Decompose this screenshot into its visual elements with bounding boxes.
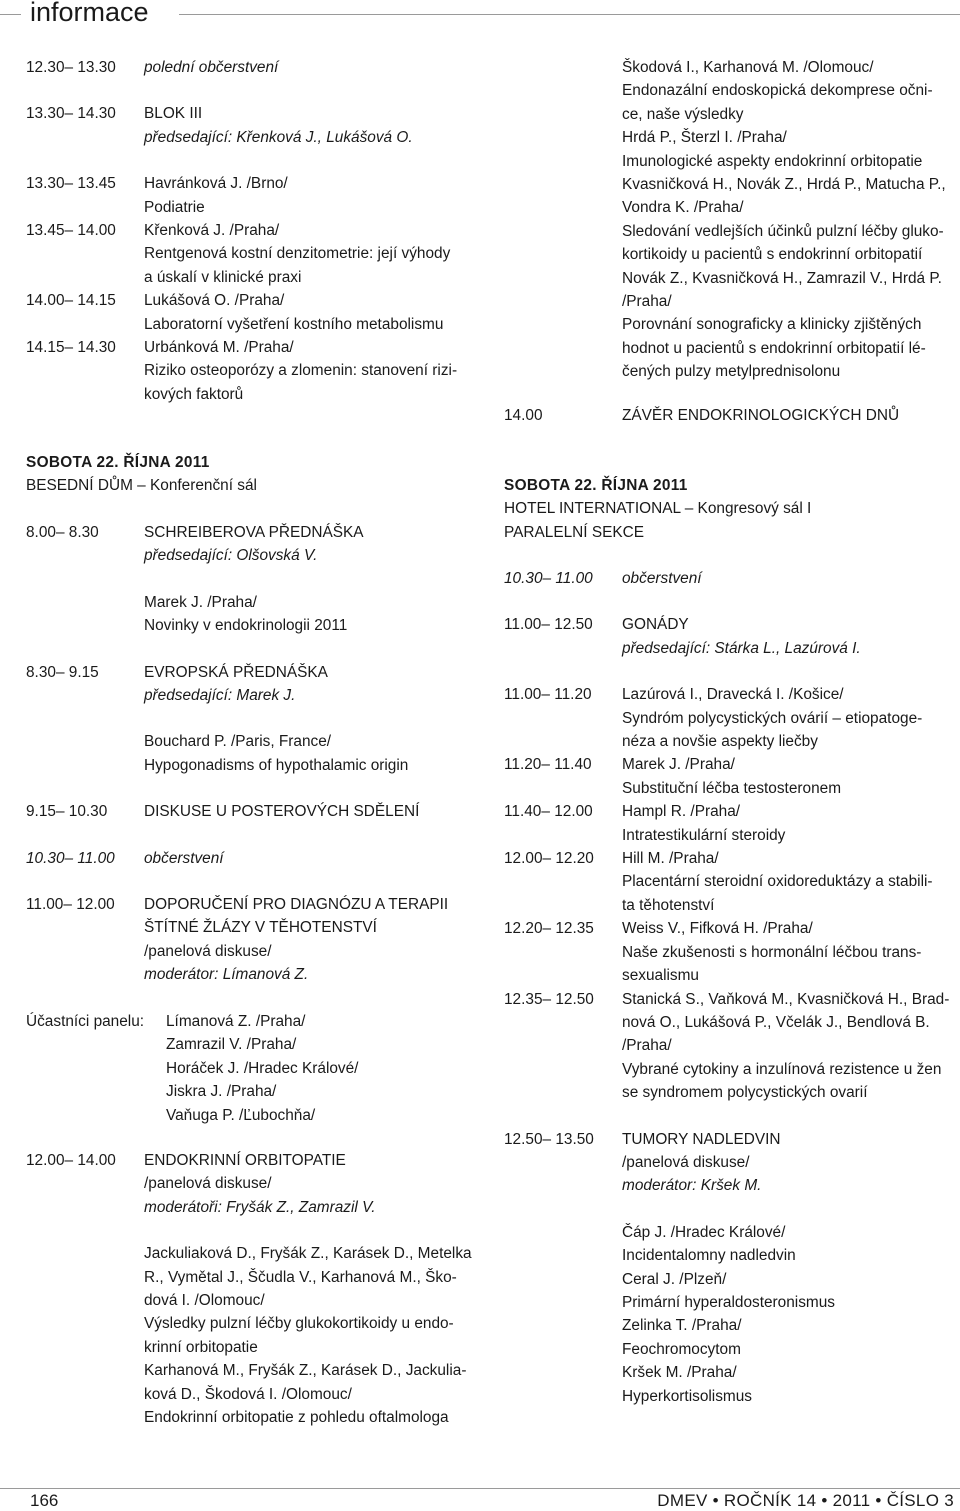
program-row: [26, 893, 482, 963]
spacer: [26, 707, 482, 730]
program-content: [622, 1221, 956, 1408]
program-row: [26, 661, 482, 684]
time-slot: 13.45– 14.00: [26, 222, 116, 240]
text-line: Syndróm polycystických ovárií – etiopatoge-: [622, 709, 923, 727]
text-line: Imunologické aspekty endokrinní orbitopatie: [622, 152, 923, 170]
text-line: Marek J. /Praha/: [144, 593, 257, 611]
time-slot: 9.15– 10.30: [26, 803, 108, 821]
time-slot: [504, 1221, 622, 1408]
section-title: informace: [30, 0, 149, 27]
text-line: Jiskra J. /Praha/: [166, 1083, 277, 1101]
text-line: moderátor: Límanová Z.: [144, 966, 309, 984]
text-line: Kvasničková H., Novák Z., Hrdá P., Matucha P.,: [622, 176, 946, 194]
left-day-venue: BESEDNÍ DŮM – Konferenční sál: [26, 477, 257, 495]
text-line: Zelinka T. /Praha/: [622, 1317, 742, 1335]
time-slot: [26, 591, 144, 638]
time-slot: [26, 126, 144, 149]
program-row: [504, 637, 956, 660]
program-row: [504, 683, 956, 753]
closing-label: ZÁVĚR ENDOKRINOLOGICKÝCH DNŮ: [622, 407, 900, 424]
time-slot: [504, 637, 622, 660]
spacer: [26, 870, 482, 893]
text-line: Laboratorní vyšetření kostního metabolismu: [144, 315, 444, 333]
text-line: občerstvení: [622, 570, 702, 587]
text-line: Novák Z., Kvasničková H., Zamrazil V., Hrdá P.: [622, 269, 942, 287]
text-line: ková D., Škodová I. /Olomouc/: [144, 1385, 352, 1403]
text-line: Stanická S., Vaňková M., Kvasničková H., Brad-: [622, 990, 950, 1008]
program-row: [26, 591, 482, 638]
spacer: [504, 590, 956, 613]
text-line: čených pulzy metylprednisolonu: [622, 363, 841, 381]
text-line: /panelová diskuse/: [622, 1153, 750, 1171]
program-row: [26, 847, 482, 870]
program-content: [622, 800, 956, 847]
text-line: Bouchard P. /Paris, France/: [144, 733, 332, 751]
text-line: kových faktorů: [144, 385, 244, 403]
program-content: [144, 847, 482, 870]
text-line: Incidentalomny nadledvin: [622, 1247, 796, 1265]
program-row: [26, 684, 482, 707]
time-slot: [26, 1242, 144, 1429]
time-slot: 11.20– 11.40: [504, 756, 592, 774]
text-line: Hrdá P., Šterzl I. /Praha/: [622, 129, 787, 147]
program-row: [26, 1196, 482, 1219]
program-content: [622, 567, 956, 590]
program-content: [622, 613, 956, 636]
right-day-venue: HOTEL INTERNATIONAL – Kongresový sál I: [504, 500, 812, 518]
text-line: předsedající: Křenková J., Lukášová O.: [144, 128, 413, 146]
time-slot: 11.00– 11.20: [504, 686, 592, 704]
text-line: Kršek M. /Praha/: [622, 1364, 737, 1382]
closing-time: 14.00: [504, 407, 543, 424]
program-content: [622, 917, 956, 987]
time-slot: 12.00– 14.00: [26, 1152, 116, 1169]
text-line: Lukášová O. /Praha/: [144, 292, 285, 310]
text-line: ce, naše výsledky: [622, 105, 744, 123]
text-line: Endonazální endoskopická dekomprese očni-: [622, 82, 933, 100]
text-line: /Praha/: [622, 293, 672, 311]
spacer: [26, 824, 482, 847]
time-slot: [26, 544, 144, 567]
text-line: Endokrinní orbitopatie z pohledu oftalmologa: [144, 1409, 449, 1427]
right-day-title: SOBOTA 22. ŘÍJNA 2011: [504, 477, 688, 494]
footer-rule: [0, 1488, 960, 1489]
spacer: [26, 79, 482, 102]
program-content: [144, 661, 482, 684]
program-content: [622, 988, 956, 1105]
text-line: Weiss V., Fifková H. /Praha/: [622, 920, 813, 938]
text-line: Sledování vedlejších účinků pulzní léčby gluko-: [622, 222, 944, 240]
text-line: dová I. /Olomouc/: [144, 1292, 265, 1310]
program-content: [144, 730, 482, 777]
text-line: předsedající: Marek J.: [144, 687, 296, 705]
program-content: [144, 1196, 482, 1219]
program-content: [622, 1128, 956, 1175]
text-line: moderátor: Kršek M.: [622, 1177, 762, 1195]
panel-label: Účastníci panelu:: [26, 1013, 145, 1030]
time-slot: 12.30– 13.30: [26, 59, 116, 76]
text-line: ta těhotenství: [622, 896, 715, 914]
program-content: [622, 683, 956, 753]
text-line: Lazúrová I., Dravecká I. /Košice/: [622, 686, 844, 704]
program-row: [26, 172, 482, 219]
program-content: [144, 591, 482, 638]
text-line: SCHREIBEROVA PŘEDNÁŠKA: [144, 524, 364, 541]
text-line: Výsledky pulzní léčby glukokortikoidy u endo-: [144, 1315, 454, 1333]
text-line: polední občerstvení: [144, 59, 279, 76]
time-slot: 12.50– 13.50: [504, 1130, 594, 1148]
time-slot: 11.40– 12.00: [504, 803, 593, 821]
program-row: [26, 730, 482, 777]
journal-info: DMEV • ROČNÍK 14 • 2011 • ČÍSLO 3: [657, 1491, 954, 1510]
time-slot: 11.00– 12.00: [26, 896, 115, 914]
left-program: [26, 521, 482, 987]
time-slot: [26, 963, 144, 986]
text-line: Feochromocytom: [622, 1340, 741, 1358]
spacer: [504, 660, 956, 683]
text-line: Naše zkušenosti s hormonální léčbou trans-: [622, 943, 922, 961]
program-row: [504, 988, 956, 1105]
header-side-rule: [0, 14, 21, 15]
text-line: TUMORY NADLEDVIN: [622, 1130, 781, 1148]
program-row: [504, 847, 956, 917]
right-program: [504, 567, 956, 1408]
program-row: [504, 1221, 956, 1408]
program-content: [144, 893, 482, 963]
time-slot: [26, 730, 144, 777]
program-row: [26, 102, 482, 125]
program-row: [26, 1149, 482, 1196]
time-slot: 14.15– 14.30: [26, 339, 116, 357]
time-slot: 8.30– 9.15: [26, 663, 99, 681]
text-line: Novinky v endokrinologii 2011: [144, 617, 348, 635]
program-content: [144, 521, 482, 544]
text-line: Marek J. /Praha/: [622, 756, 735, 774]
program-row: [26, 56, 482, 79]
text-line: Vondra K. /Praha/: [622, 199, 744, 217]
program-content: [622, 753, 956, 800]
header-rule: [179, 14, 960, 15]
left-day-title: SOBOTA 22. ŘÍJNA 2011: [26, 454, 210, 471]
program-content: [144, 544, 482, 567]
program-content: [622, 1174, 956, 1197]
time-slot: 10.30– 11.00: [504, 570, 593, 587]
time-slot: [26, 684, 144, 707]
text-line: předsedající: Olšovská V.: [144, 547, 318, 565]
spacer: [26, 638, 482, 661]
text-line: Vybrané cytokiny a inzulínová rezistence u žen: [622, 1060, 942, 1078]
text-line: EVROPSKÁ PŘEDNÁŠKA: [144, 663, 328, 681]
text-line: Vaňuga P. /Ľubochňa/: [166, 1106, 316, 1124]
spacer: [504, 1105, 956, 1128]
program-row: [504, 917, 956, 987]
time-slot: [26, 1196, 144, 1219]
program-row: [26, 800, 482, 823]
text-line: a úskalí v klinické praxi: [144, 268, 302, 286]
text-line: Havránková J. /Brno/: [144, 175, 288, 193]
spacer: [26, 568, 482, 591]
text-line: ENDOKRINNÍ ORBITOPATIE: [144, 1152, 346, 1169]
program-row: [504, 567, 956, 590]
program-content: [144, 102, 482, 125]
program-row: [504, 753, 956, 800]
closing-row: [504, 404, 956, 427]
time-slot: 12.00– 12.20: [504, 850, 594, 868]
program-row: [504, 613, 956, 636]
text-line: BLOK III: [144, 105, 203, 123]
program-row: [26, 521, 482, 544]
text-line: R., Vymětal J., Ščudla V., Karhanová M., Ško-: [144, 1268, 457, 1286]
text-line: DISKUSE U POSTEROVÝCH SDĚLENÍ: [144, 803, 420, 821]
text-line: Urbánková M. /Praha/: [144, 339, 294, 357]
time-slot: 10.30– 11.00: [26, 849, 115, 867]
spacer: [26, 1219, 482, 1242]
text-line: Primární hyperaldosteronismus: [622, 1293, 835, 1311]
program-row: [26, 126, 482, 149]
text-line: néza a novšie aspekty liečby: [622, 733, 818, 751]
time-slot: 12.20– 12.35: [504, 920, 594, 938]
text-line: krinní orbitopatie: [144, 1338, 258, 1356]
text-line: Rentgenová kostní denzitometrie: její výhody: [144, 245, 451, 263]
text-line: hodnot u pacientů s endokrinní orbitopatií lé-: [622, 339, 926, 357]
text-line: předsedající: Stárka L., Lazúrová I.: [622, 639, 861, 657]
program-content: [622, 847, 956, 917]
text-line: Jackuliaková D., Fryšák Z., Karásek D., Metelka: [144, 1245, 472, 1263]
spacer: [26, 777, 482, 800]
program-content: [144, 289, 482, 336]
program-row: [26, 544, 482, 567]
text-line: DOPORUČENÍ PRO DIAGNÓZU A TERAPII: [144, 896, 449, 914]
text-line: Ceral J. /Plzeň/: [622, 1270, 727, 1288]
left-day-header: [26, 451, 482, 498]
text-line: občerstvení: [144, 849, 224, 867]
left-top-program: [26, 56, 482, 406]
program-content: [144, 126, 482, 149]
text-line: Škodová I., Karhanová M. /Olomouc/: [622, 59, 874, 76]
panel-participants: [26, 1010, 482, 1127]
text-line: Čáp J. /Hradec Králové/: [622, 1223, 786, 1241]
time-slot: 13.30– 13.45: [26, 175, 116, 193]
program-content: [144, 219, 482, 289]
text-line: kortikoidy u pacientů s endokrinní orbitopatií: [622, 246, 923, 264]
program-row: [26, 963, 482, 986]
text-line: Hill M. /Praha/: [622, 850, 719, 868]
program-row: [504, 1174, 956, 1197]
text-line: Riziko osteoporózy a zlomenin: stanovení rizi-: [144, 362, 458, 380]
text-line: /panelová diskuse/: [144, 1175, 272, 1193]
text-line: Intratestikulární steroidy: [622, 826, 786, 844]
right-top-program: [622, 56, 956, 384]
text-line: Porovnání sonograficky a klinicky zjištěných: [622, 316, 922, 334]
time-slot: 12.35– 12.50: [504, 990, 594, 1008]
text-line: moderátoři: Fryšák Z., Zamrazil V.: [144, 1198, 376, 1216]
time-slot: 13.30– 14.30: [26, 105, 116, 123]
text-line: ŠTÍTNÉ ŽLÁZY V TĚHOTENSTVÍ: [144, 919, 377, 937]
time-slot: 8.00– 8.30: [26, 524, 99, 541]
program-row: [26, 1242, 482, 1429]
text-line: Horáček J. /Hradec Králové/: [166, 1059, 359, 1077]
program-row: [504, 800, 956, 847]
program-row: [26, 219, 482, 289]
time-slot: 11.00– 12.50: [504, 616, 593, 634]
time-slot: [504, 1174, 622, 1197]
program-content: [144, 800, 482, 823]
program-content: [144, 56, 482, 79]
program-row: [504, 1128, 956, 1175]
program-row: [26, 289, 482, 336]
text-line: Substituční léčba testosteronem: [622, 779, 842, 797]
text-line: nová O., Lukášová P., Včelák J., Bendlová B.: [622, 1013, 930, 1031]
program-row: [26, 336, 482, 406]
text-line: Hampl R. /Praha/: [622, 803, 741, 821]
text-line: sexualismu: [622, 967, 699, 985]
text-line: /Praha/: [622, 1037, 672, 1055]
right-top-lines: [622, 56, 956, 384]
panel-members: [166, 1010, 358, 1127]
time-slot: 14.00– 14.15: [26, 292, 116, 310]
text-line: Podiatrie: [144, 198, 205, 216]
text-line: se syndromem polycystických ovarií: [622, 1084, 868, 1102]
program-content: [144, 1149, 482, 1196]
text-line: GONÁDY: [622, 616, 689, 634]
program-content: [144, 684, 482, 707]
program-content: [622, 637, 956, 660]
right-day-header: [504, 474, 956, 544]
text-line: /panelová diskuse/: [144, 942, 272, 960]
text-line: Límanová Z. /Praha/: [166, 1013, 306, 1030]
spacer: [26, 149, 482, 172]
text-line: Hypogonadisms of hypothalamic origin: [144, 756, 409, 774]
text-line: Křenková J. /Praha/: [144, 222, 280, 240]
program-content: [144, 336, 482, 406]
right-day-section: PARALELNÍ SEKCE: [504, 523, 644, 541]
program-content: [144, 1242, 482, 1429]
text-line: Karhanová M., Fryšák Z., Karásek D., Jackulia-: [144, 1362, 467, 1380]
text-line: Hyperkortisolismus: [622, 1387, 752, 1405]
left-program-2: [26, 1149, 482, 1429]
text-line: Placentární steroidní oxidoreduktázy a stabili-: [622, 873, 933, 891]
text-line: Zamrazil V. /Praha/: [166, 1036, 297, 1054]
program-content: [144, 963, 482, 986]
page-number: 166: [30, 1491, 59, 1510]
program-content: [144, 172, 482, 219]
spacer: [504, 1198, 956, 1221]
